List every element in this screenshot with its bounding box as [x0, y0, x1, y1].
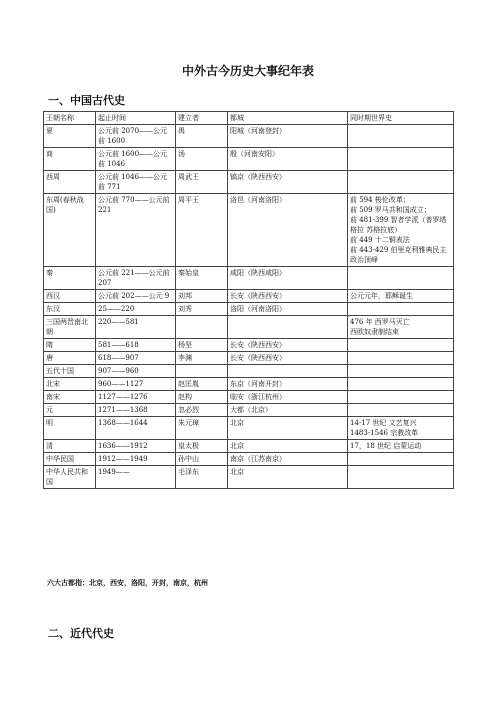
cell-dynasty: 唐 [44, 352, 96, 365]
table-row [44, 453, 454, 466]
header-founder: 建立者 [176, 112, 228, 125]
cell-founder: 毛泽东 [176, 466, 228, 489]
cell-founder [176, 365, 228, 378]
cell-period: 907——960 [96, 365, 176, 378]
table-row [44, 171, 454, 194]
cell-dynasty: 三国两晋南北朝 [44, 316, 96, 339]
cell-dynasty: 秦 [44, 267, 96, 290]
world-event: 前 481-399 智者学派（普罗塔格拉 苏格拉底） [350, 216, 447, 234]
cell-founder: 刘秀 [176, 303, 228, 316]
cell-world-history [348, 194, 454, 267]
world-event: 14-17 世纪 文艺复兴 [350, 419, 417, 427]
cell-capital: 北京 [228, 417, 348, 440]
header-capital: 都城 [228, 112, 348, 125]
cell-capital [228, 365, 348, 378]
table-row [44, 125, 454, 148]
cell-world-history [348, 290, 454, 303]
cell-period: 25——220 [96, 303, 176, 316]
table-row [44, 391, 454, 404]
table-header-row [44, 112, 454, 125]
cell-dynasty: 明 [44, 417, 96, 440]
table-row [44, 148, 454, 171]
world-event: 1483-1546 宗教改革 [350, 429, 419, 437]
cell-period: 1949—— [96, 466, 176, 489]
cell-founder [176, 316, 228, 339]
cell-world-history [348, 466, 454, 489]
world-event: 公元元年，耶稣诞生 [350, 292, 413, 300]
cell-world-history [348, 303, 454, 316]
table-row [44, 440, 454, 453]
cell-dynasty: 元 [44, 404, 96, 417]
cell-world-history [348, 125, 454, 148]
cell-founder: 周平王 [176, 194, 228, 267]
cell-world-history [348, 365, 454, 378]
cell-dynasty: 隋 [44, 339, 96, 352]
world-event: 17，18 世纪 启蒙运动 [350, 442, 422, 450]
header-world-history: 同时期世界史 [348, 112, 454, 125]
cell-dynasty: 夏 [44, 125, 96, 148]
cell-capital: 东京（河南开封） [228, 378, 348, 391]
cell-world-history [348, 316, 454, 339]
cell-founder: 李渊 [176, 352, 228, 365]
cell-period: 581——618 [96, 339, 176, 352]
cell-founder: 赵匡胤 [176, 378, 228, 391]
table-row [44, 194, 454, 267]
table-row [44, 352, 454, 365]
cell-period: 1271——1368 [96, 404, 176, 417]
cell-period: 618——907 [96, 352, 176, 365]
cell-dynasty: 清 [44, 440, 96, 453]
cell-period: 公元前 1600——公元前 1046 [96, 148, 176, 171]
cell-dynasty: 西周 [44, 171, 96, 194]
table-row [44, 378, 454, 391]
cell-capital: 洛邑（河南洛阳） [228, 194, 348, 267]
cell-world-history [348, 148, 454, 171]
cell-founder: 禹 [176, 125, 228, 148]
cell-period: 1912——1949 [96, 453, 176, 466]
cell-period: 960——1127 [96, 378, 176, 391]
cell-world-history [348, 440, 454, 453]
table-row [44, 339, 454, 352]
cell-period: 公元前 770——公元前 221 [96, 194, 176, 267]
cell-capital: 洛阳（河南洛阳） [228, 303, 348, 316]
cell-capital: 北京 [228, 440, 348, 453]
cell-period: 公元前 2070——公元前 1600 [96, 125, 176, 148]
table-row [44, 267, 454, 290]
cell-dynasty: 五代十国 [44, 365, 96, 378]
cell-founder: 皇太极 [176, 440, 228, 453]
table-body [44, 125, 454, 489]
cell-world-history [348, 339, 454, 352]
cell-capital: 南京（江苏南京） [228, 453, 348, 466]
cell-period: 220——581 [96, 316, 176, 339]
cell-dynasty: 商 [44, 148, 96, 171]
cell-dynasty: 北宋 [44, 378, 96, 391]
cell-capital: 镐京（陕西西安） [228, 171, 348, 194]
cell-world-history [348, 453, 454, 466]
cell-capital: 临安（浙江杭州） [228, 391, 348, 404]
cell-founder: 赵构 [176, 391, 228, 404]
table-row [44, 303, 454, 316]
cell-world-history [348, 404, 454, 417]
chronology-table [43, 111, 454, 489]
cell-world-history [348, 267, 454, 290]
cell-capital: 大都（北京） [228, 404, 348, 417]
cell-world-history [348, 378, 454, 391]
cell-dynasty: 西汉 [44, 290, 96, 303]
cell-dynasty: 中华民国 [44, 453, 96, 466]
cell-period: 1368——1644 [96, 417, 176, 440]
cell-period: 公元前 1046——公元前 771 [96, 171, 176, 194]
cell-capital [228, 316, 348, 339]
cell-founder: 杨坚 [176, 339, 228, 352]
cell-world-history [348, 171, 454, 194]
cell-dynasty: 中华人民共和国 [44, 466, 96, 489]
table-row [44, 290, 454, 303]
cell-founder: 刘邦 [176, 290, 228, 303]
world-event: 前 443-429 伯里克利雅典民主政治顶峰 [350, 246, 447, 264]
cell-capital: 长安（陕西西安） [228, 290, 348, 303]
world-event: 西欧奴隶制结束 [350, 328, 399, 336]
cell-founder: 朱元璋 [176, 417, 228, 440]
cell-capital: 殷（河南安阳） [228, 148, 348, 171]
cell-dynasty: 东周(春秋战国) [44, 194, 96, 267]
world-event: 前 594 梭伦改革； [350, 196, 410, 204]
cell-capital: 长安（陕西西安） [228, 352, 348, 365]
cell-dynasty: 南宋 [44, 391, 96, 404]
table-row [44, 466, 454, 489]
cell-capital: 咸阳（陕西咸阳） [228, 267, 348, 290]
world-event: 前 509 罗马共和国成立； [350, 206, 431, 214]
cell-capital: 北京 [228, 466, 348, 489]
cell-founder: 周武王 [176, 171, 228, 194]
cell-world-history [348, 391, 454, 404]
cell-capital: 阳城（河南登封） [228, 125, 348, 148]
section-heading-modern: 二、近代代史 [48, 627, 114, 640]
cell-dynasty: 东汉 [44, 303, 96, 316]
table-row [44, 365, 454, 378]
cell-period: 公元前 221——公元前 207 [96, 267, 176, 290]
cell-founder: 汤 [176, 148, 228, 171]
cell-founder: 忽必烈 [176, 404, 228, 417]
table-row [44, 316, 454, 339]
six-ancient-capitals-note: 六大古都指：北京，西安，洛阳，开封，南京，杭州 [47, 579, 208, 587]
world-event: 476 年 西罗马灭亡 [350, 318, 410, 326]
cell-period: 公元前 202——公元 9 [96, 290, 176, 303]
document-title: 中外古今历史大事纪年表 [181, 64, 314, 78]
section-heading-ancient: 一、中国古代史 [48, 94, 125, 107]
header-dynasty: 王朝名称 [44, 112, 96, 125]
world-event: 前 449 十二铜表法 [350, 236, 410, 244]
cell-period: 1636——1912 [96, 440, 176, 453]
header-period: 起止时间 [96, 112, 176, 125]
cell-founder: 孙中山 [176, 453, 228, 466]
cell-world-history [348, 417, 454, 440]
table-row [44, 404, 454, 417]
cell-founder: 秦始皇 [176, 267, 228, 290]
table-row [44, 417, 454, 440]
cell-capital: 长安（陕西西安） [228, 339, 348, 352]
cell-world-history [348, 352, 454, 365]
cell-period: 1127——1276 [96, 391, 176, 404]
